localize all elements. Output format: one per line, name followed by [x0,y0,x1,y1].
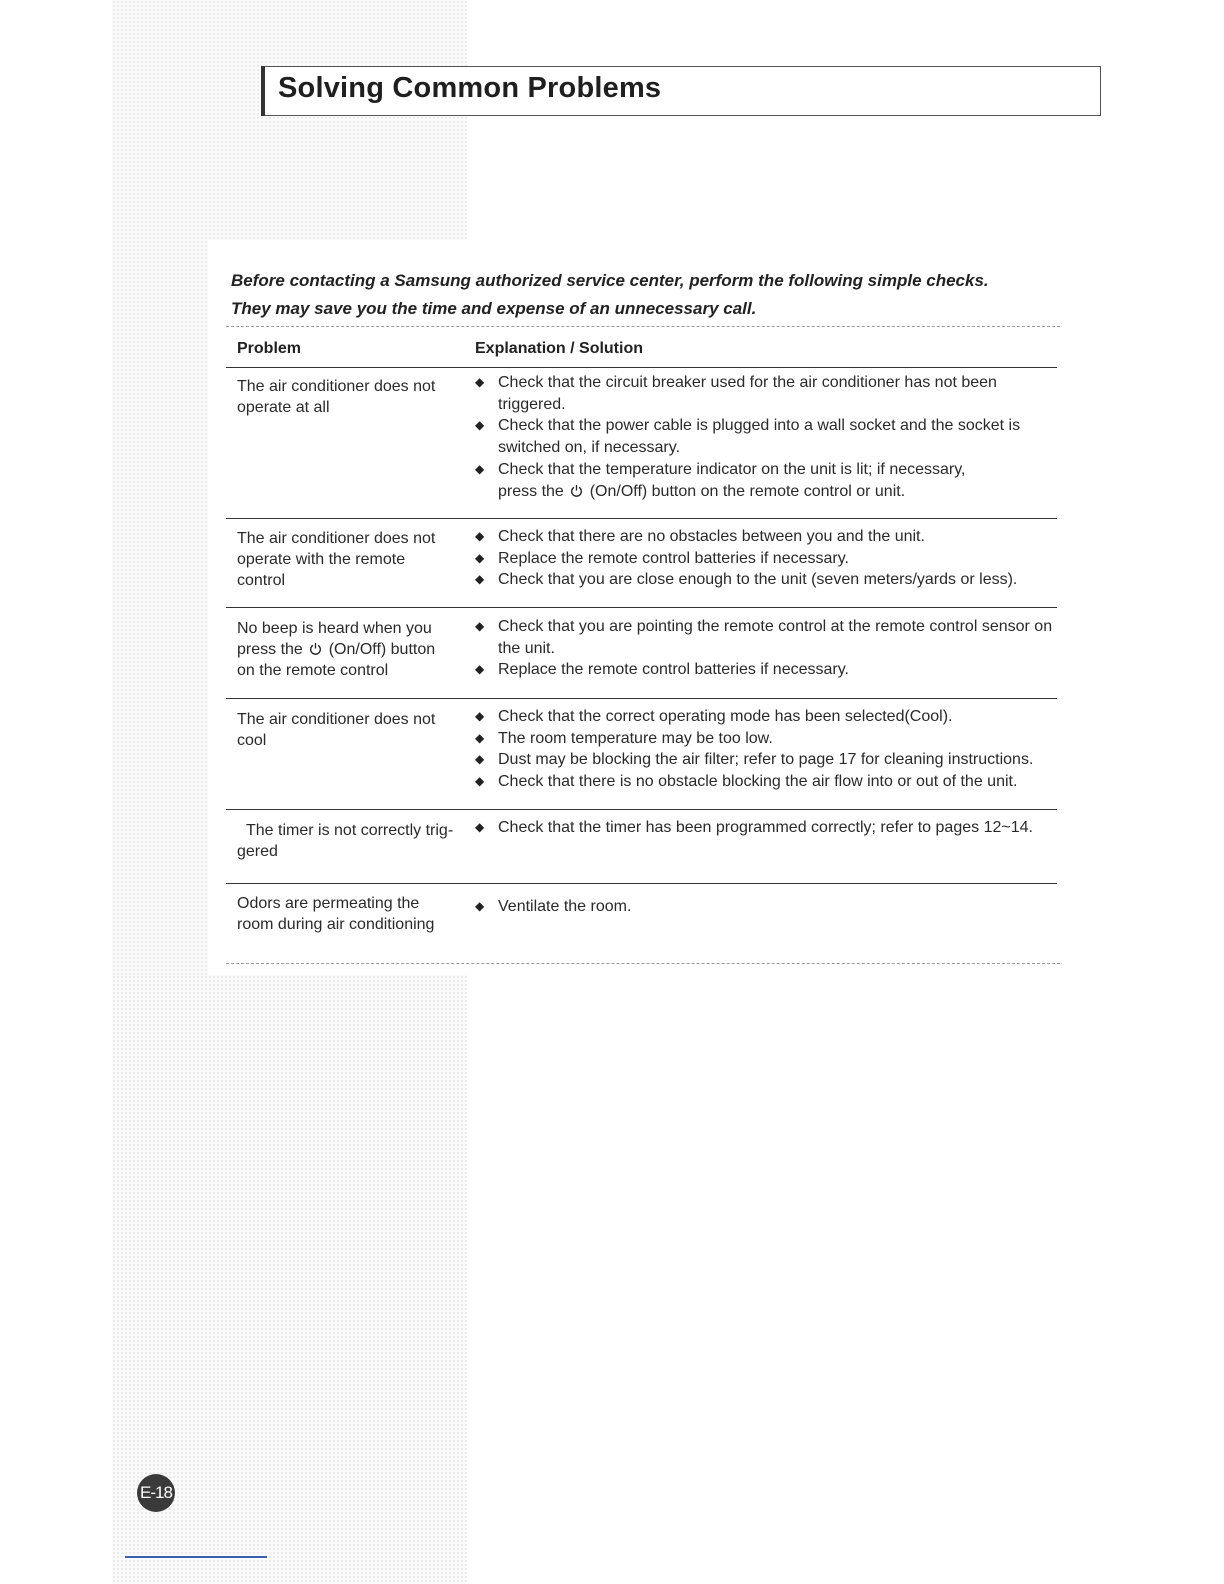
power-icon [309,642,322,656]
solution-item: ◆ Check that you are close enough to the unit (seven meters/yards or less). [473,569,1058,591]
row-rule [226,698,1057,699]
solution-item: ◆ Ventilate the room. [473,896,1058,918]
solution-item: ◆ Dust may be blocking the air filter; refer to page 17 for cleaning instructions. [473,749,1058,771]
bottom-divider [226,963,1060,964]
solution-list [473,526,1058,591]
solution-item: ◆ Check that there are no obstacles between you and the unit. [473,526,1058,548]
bullet-icon: ◆ [475,461,485,476]
row-rule [226,607,1057,608]
bullet-icon: ◆ [475,375,485,389]
title-accent-bar [261,66,265,116]
bullet-icon: ◆ [475,418,485,433]
solution-list [473,372,1058,502]
page-title: Solving Common Problems [278,72,662,104]
header-problem: Problem [237,340,302,357]
bullet-icon: ◆ [475,572,485,587]
row-rule [226,809,1057,810]
solution-list [473,817,1058,839]
bullet-icon: ◆ [475,662,485,677]
problem-cell: Odors are permeating the room during air conditioning [237,895,435,933]
intro-line-2: They may save you the time and expense of an unnecessary call. [231,299,757,318]
intro-text [231,267,1061,323]
solution-item: ◆ Replace the remote control batteries if necessary. [473,659,1058,681]
problem-cell: No beep is heard when you press the (On/Off) button on the remote control [237,620,436,679]
solution-item: ◆ Check that the circuit breaker used for the air conditioner has not been triggered. [475,374,997,413]
solution-item: ◆ Check that the temperature indicator on the unit is lit; if necessary, press the (On/Off) button on the remote control or unit. [475,460,966,500]
power-icon [570,484,583,498]
bullet-icon: ◆ [475,529,485,543]
problem-cell: The air conditioner does not operate with the remote control [237,530,436,589]
solution-item: ◆ Check that you are pointing the remote control at the remote control sensor on the unit. [475,618,1053,657]
bullet-icon: ◆ [475,619,485,633]
bullet-icon: ◆ [475,730,485,745]
bullet-icon: ◆ [475,550,485,565]
bullet-icon: ◆ [475,820,485,834]
row-rule [226,883,1057,884]
intro-line-1: Before contacting a Samsung authorized service center, perform the following simple checks. [231,271,989,290]
header-rule [226,367,1057,368]
header-solution: Explanation / Solution [475,340,643,357]
solution-item: ◆ Check that there is no obstacle blocking the air flow into or out of the unit. [473,771,1058,793]
problem-cell: The timer is not correctly trig- gered [237,822,454,860]
solution-item: ◆ The room temperature may be too low. [473,728,1058,750]
solution-item: ◆ Check that the correct operating mode has been selected(Cool). [473,706,1058,728]
solution-list [473,616,1058,681]
intro-divider [226,326,1060,327]
row-rule [226,518,1057,519]
solution-list [473,706,1058,793]
bullet-icon: ◆ [475,752,485,767]
bullet-icon: ◆ [475,709,485,723]
bullet-icon: ◆ [475,899,485,913]
solution-item: ◆ Replace the remote control batteries if necessary. [473,548,1058,570]
page-number-badge: E-18 [137,1474,175,1512]
problem-cell: The air conditioner does not operate at all [237,378,436,416]
solution-item: ◆ Check that the power cable is plugged into a wall socket and the socket is switched on, if necessary. [475,417,1021,457]
bottom-accent-line [125,1556,267,1558]
problem-cell: The air conditioner does not cool [237,711,436,749]
solution-list [473,896,1058,918]
bullet-icon: ◆ [475,774,485,789]
solution-item: ◆ Check that the timer has been programmed correctly; refer to pages 12~14. [473,817,1058,839]
